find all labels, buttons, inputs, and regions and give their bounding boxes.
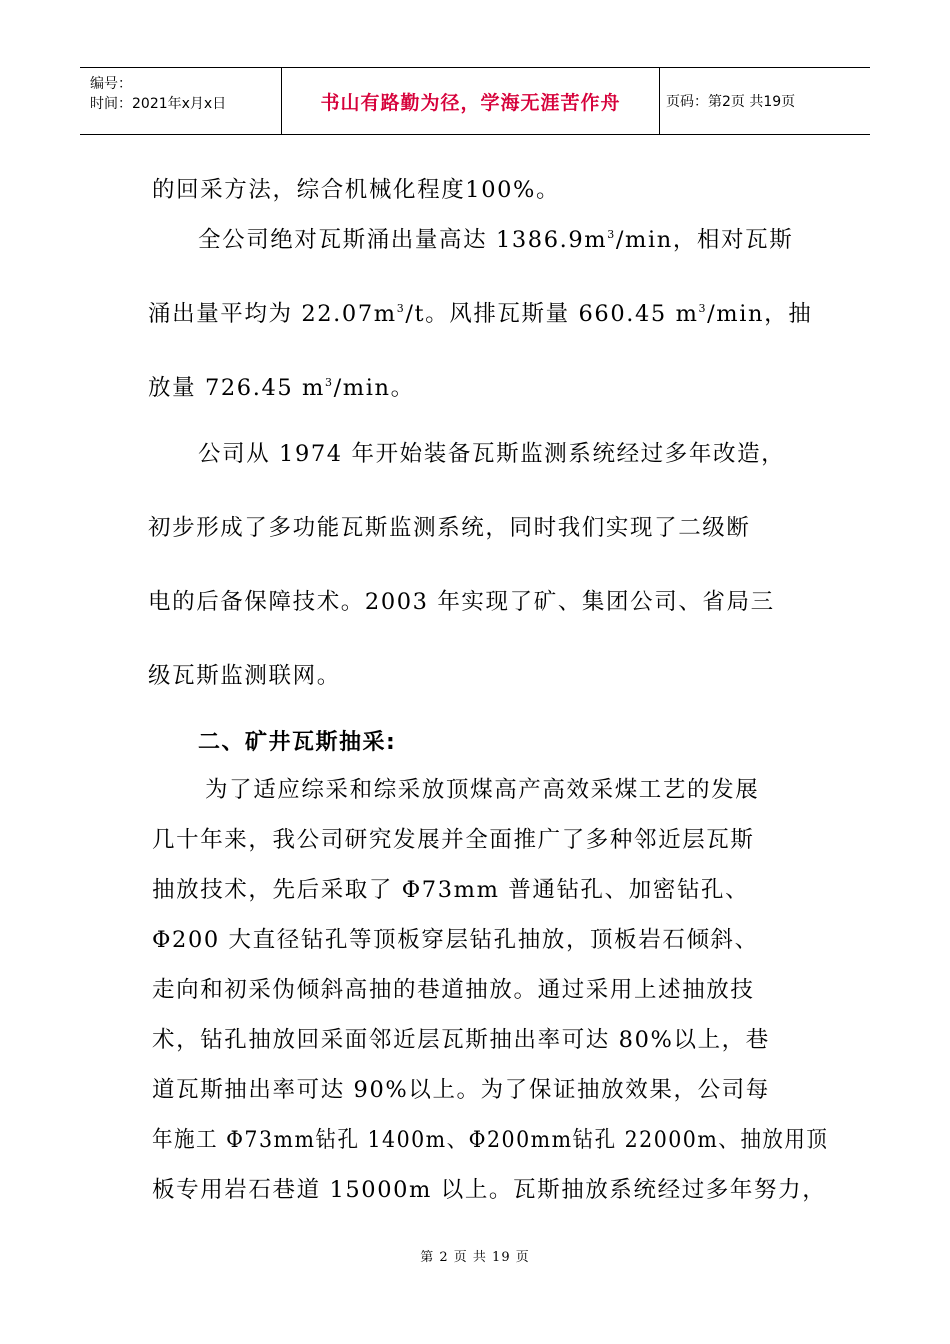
body-line: 为了适应综采和综采放顶煤高产高效采煤工艺的发展	[205, 777, 760, 803]
body-line: 放量 726.45 $m^3/\min$。	[148, 375, 415, 401]
superscript: 3	[698, 302, 708, 315]
body-line: 初步形成了多功能瓦斯监测系统，同时我们实现了二级断	[148, 515, 751, 541]
body-line: 术，钻孔抽放回采面邻近层瓦斯抽出率可达 80%以上，巷	[152, 1027, 770, 1053]
section-heading: 二、矿井瓦斯抽采:	[198, 730, 397, 755]
superscript: 3	[396, 302, 406, 315]
body-line: 电的后备保障技术。2003 年实现了矿、集团公司、省局三	[148, 589, 775, 615]
body-line: 涌出量平均为 $22.07m^3/t$。风排瓦斯量 660.45 $m^3/\min$，抽	[148, 301, 813, 327]
body-line: 年施工 Φ73mm钻孔 1400m、Φ200mm钻孔 22000m、抽放用顶	[152, 1127, 829, 1153]
header-page-info: 页码：第2页 共19页	[666, 94, 796, 110]
body-line: 的回采方法，综合机械化程度100%。	[152, 177, 561, 203]
body-line: 几十年来，我公司研究发展并全面推广了多种邻近层瓦斯	[152, 827, 755, 853]
body-line: 板专用岩石巷道 15000m 以上。瓦斯抽放系统经过多年努力，	[152, 1177, 827, 1203]
header-motto: 书山有路勤为径，学海无涯苦作舟	[282, 68, 660, 134]
superscript: 3	[607, 228, 616, 241]
page-header	[80, 67, 870, 135]
body-line: Φ200 大直径钻孔等顶板穿层钻孔抽放，顶板岩石倾斜、	[152, 927, 759, 953]
body-line: 全公司绝对瓦斯涌出量高达 $1386.9m^3/\min$，相对瓦斯	[198, 227, 794, 253]
body-line: 级瓦斯监测联网。	[148, 663, 341, 689]
body-line: 道瓦斯抽出率可达 90%以上。为了保证抽放效果，公司每	[152, 1077, 770, 1103]
page-footer: 第 2 页 共 19 页	[420, 1250, 530, 1265]
document-number-label: 编号：	[90, 76, 132, 92]
body-line: 抽放技术，先后采取了 Φ73mm 普通钻孔、加密钻孔、	[152, 877, 750, 903]
body-line: 走向和初采伪倾斜高抽的巷道抽放。通过采用上述抽放技	[152, 977, 755, 1003]
document-date-label: 时间：2021年x月x日	[90, 96, 227, 112]
header-meta	[80, 68, 282, 134]
superscript: 3	[324, 376, 334, 389]
body-line: 公司从 1974 年开始装备瓦斯监测系统经过多年改造，	[198, 441, 786, 467]
